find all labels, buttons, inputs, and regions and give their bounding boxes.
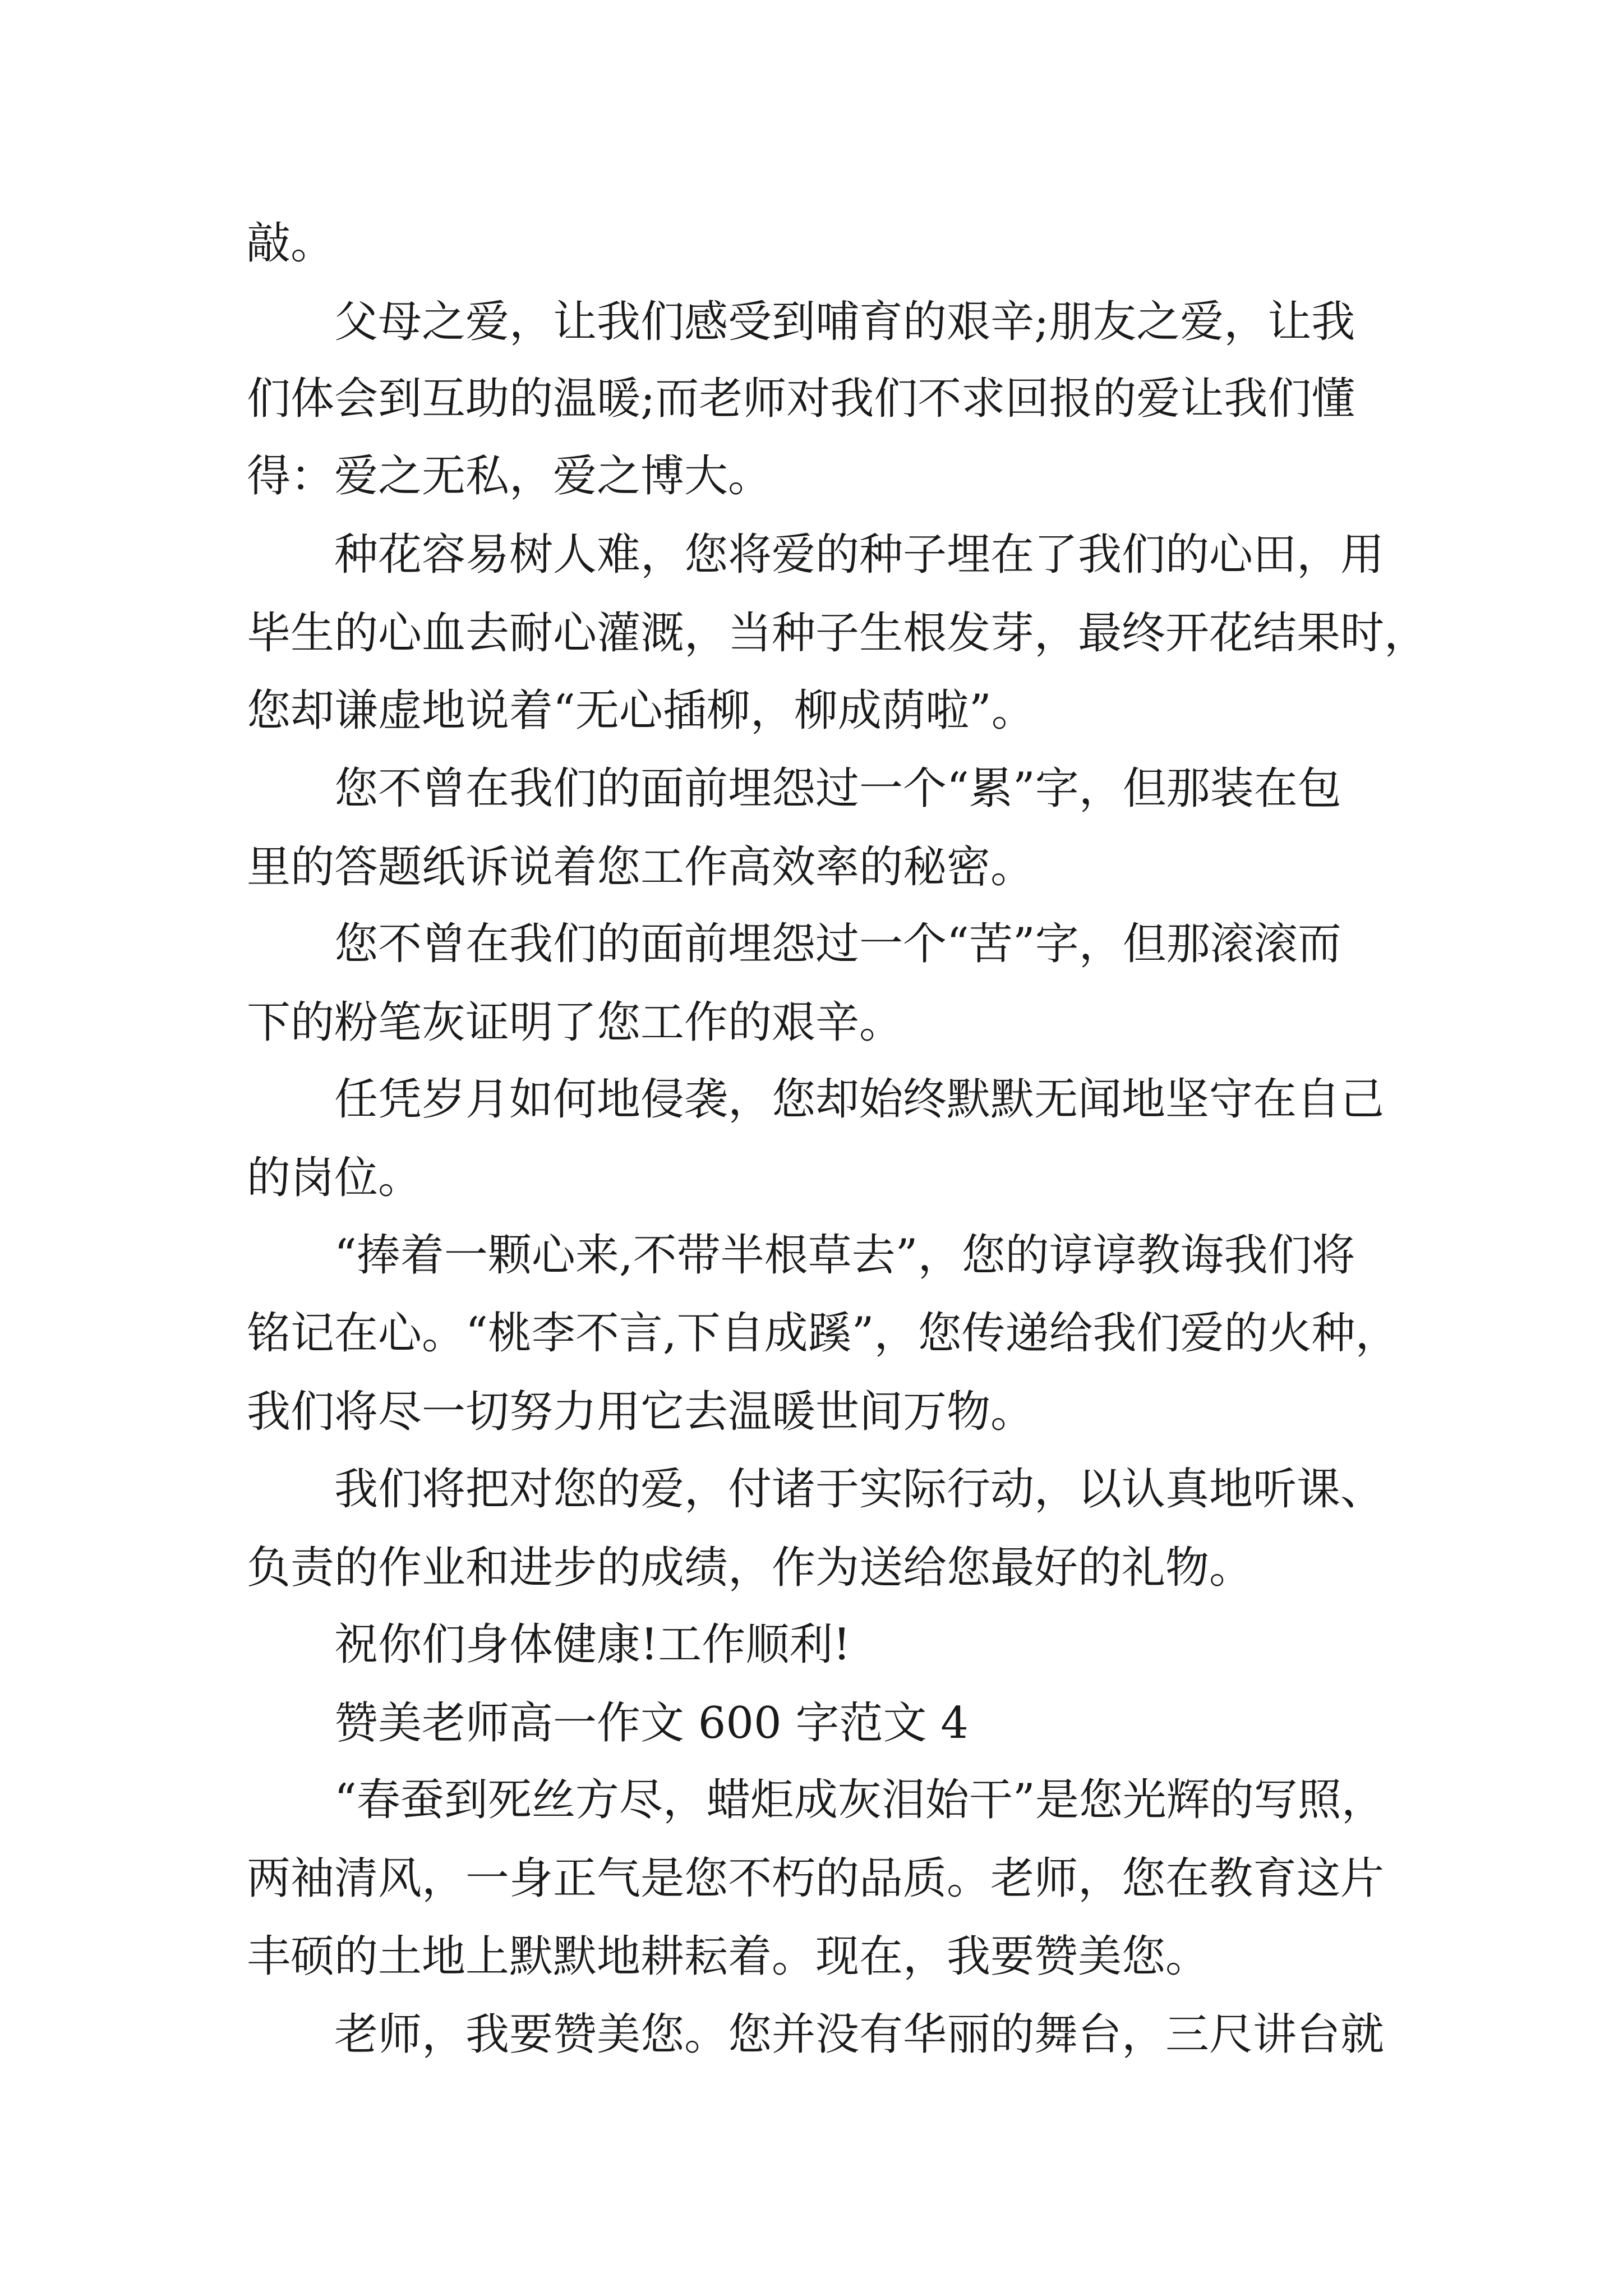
text-line: 得：爱之无私，爱之博大。 [247,451,772,501]
text-line: 下的粉笔灰证明了您工作的艰辛。 [247,997,903,1048]
paragraph-line: 老师，我要赞美您。您并没有华丽的舞台，三尺讲台就 [334,2009,1385,2060]
paragraph-line: 父母之爱，让我们感受到哺育的艰辛;朋友之爱，让我 [334,297,1355,347]
text-line: 您却谦虚地说着“无心插柳，柳成荫啦”。 [247,685,1035,736]
paragraph-line: “捧着一颗心来,不带半根草去”，您的谆谆教诲我们将 [334,1230,1355,1281]
text-line: 的岗位。 [247,1153,422,1203]
text-line: 我们将尽一切努力用它去温暖世间万物。 [247,1387,1035,1437]
paragraph-line: 任凭岁月如何地侵袭，您却始终默默无闻地坚守在自己 [334,1074,1385,1125]
text-line: 负责的作业和进步的成绩，作为送给您最好的礼物。 [247,1543,1253,1593]
paragraph-line: 种花容易树人难，您将爱的种子埋在了我们的心田，用 [334,530,1385,580]
paragraph-line: 祝你们身体健康!工作顺利! [334,1619,851,1670]
paragraph-line: 您不曾在我们的面前埋怨过一个“累”字，但那装在包 [334,763,1341,814]
paragraph-line: “春蚕到死丝方尽，蜡炬成灰泪始干”是您光辉的写照， [334,1775,1385,1825]
paragraph-line: 您不曾在我们的面前埋怨过一个“苦”字，但那滚滚而 [334,919,1341,969]
text-line: 铭记在心。“桃李不言,下自成蹊”，您传递给我们爱的火种， [247,1308,1399,1359]
section-heading: 赞美老师高一作文 600 字范文 4 [334,1698,969,1749]
paragraph-line: 我们将把对您的爱，付诸于实际行动，以认真地听课、 [334,1464,1385,1515]
text-line: 里的答题纸诉说着您工作高效率的秘密。 [247,842,1035,892]
text-line: 两袖清风，一身正气是您不朽的品质。老师，您在教育这片 [247,1853,1385,1904]
text-line: 们体会到互助的温暖;而老师对我们不求回报的爱让我们懂 [247,374,1355,424]
text-line: 丰硕的土地上默默地耕耘着。现在，我要赞美您。 [247,1931,1210,1982]
text-line: 毕生的心血去耐心灌溉，当种子生根发芽，最终开花结果时， [247,608,1428,659]
text-line: 敲。 [247,218,335,269]
